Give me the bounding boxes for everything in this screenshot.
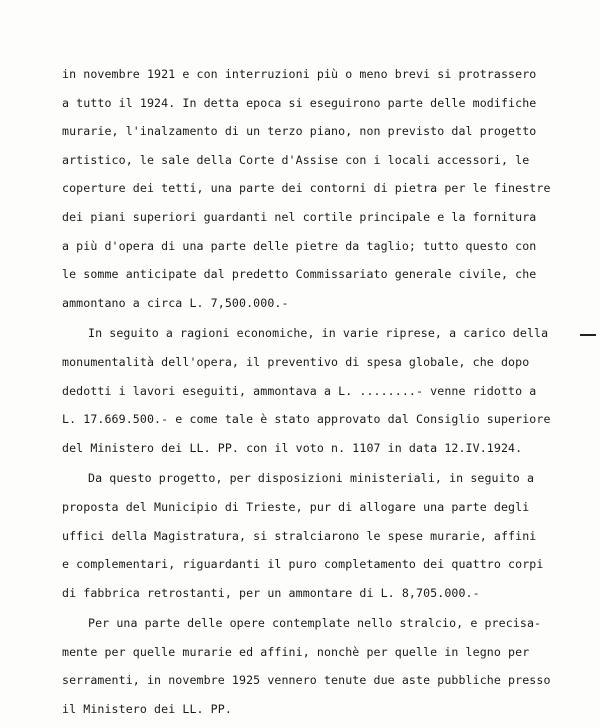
page-body [62,60,574,724]
text-line: mente per quelle murarie ed affini, nonchè per quelle in legno per [62,644,530,659]
text-line: a tutto il 1924. In detta epoca si eseguirono parte delle modifiche [62,95,537,110]
text-line: dei piani superiori guardanti nel cortile principale e la fornitura [62,209,537,224]
text-line: serramenti, in novembre 1925 vennero tenute due aste pubbliche presso [62,673,551,688]
text-line: di fabbrica retrostanti, per un ammontare di L. 8,705.000.- [62,585,480,600]
text-line: artistico, le sale della Corte d'Assise con i locali accessori, le [62,152,530,167]
text-line: uffici della Magistratura, si stralciarono le spese murarie, affini [62,528,537,543]
text-line: coperture dei tetti, una parte dei contorni di pietra per le finestre [62,181,551,196]
text-line: monumentalità dell'opera, il preventivo di spesa globale, che dopo [62,354,530,369]
text-line: dedotti i lavori eseguiti, ammontava a L. ........- venne ridotto a [62,383,537,398]
text-line: e complementari, riguardanti il puro completamento dei quattro corpi [62,557,544,572]
text-line: L. 17.669.500.- e come tale è stato approvato dal Consiglio superiore [62,412,551,427]
text-line: le somme anticipate dal predetto Commissariato generale civile, che [62,267,537,282]
text-line: ammontano a circa L. 7,500.000.- [62,295,289,310]
text-line: del Ministero dei LL. PP. con il voto n. 1107 in data 12.IV.1924. [62,440,523,455]
text-line: il Ministero dei LL. PP. [62,702,232,717]
paragraph-4 [62,609,574,723]
text-line: in novembre 1921 e con interruzioni più o meno brevi si protrassero [62,67,537,81]
text-line: proposta del Municipio di Trieste, pur di allogare una parte degli [62,499,530,514]
text-line: In seguito a ragioni economiche, in varie riprese, a carico della [88,326,549,341]
paragraph-3 [62,464,574,607]
text-line: a più d'opera di una parte delle pietre da taglio; tutto questo con [62,238,537,253]
margin-mark [580,334,596,336]
paragraph-1 [62,60,574,317]
text-line: Per una parte delle opere contemplate nello stralcio, e precisa- [88,616,542,631]
text-line: Da questo progetto, per disposizioni ministeriali, in seguito a [88,471,535,486]
paragraph-2 [62,319,574,462]
text-line: murarie, l'inalzamento di un terzo piano, non previsto dal progetto [62,124,537,139]
